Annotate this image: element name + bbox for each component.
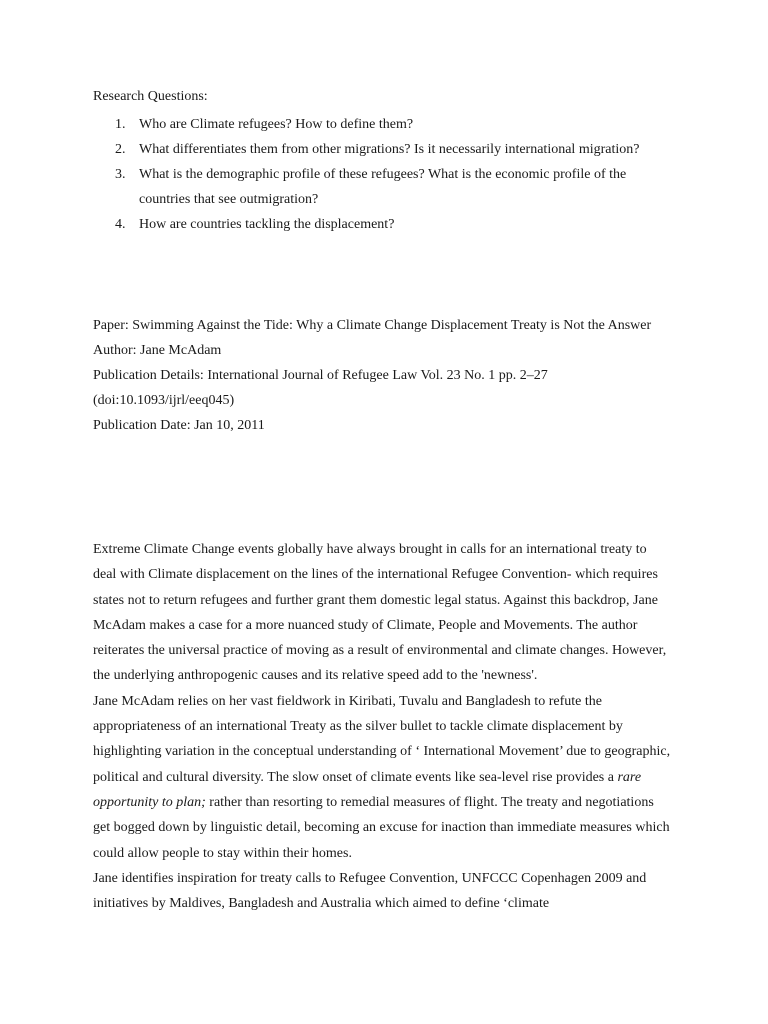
paragraph: Extreme Climate Change events globally have always brought in calls for an international treaty to deal with Climate displacement on the lines of the international Refugee Convention- which requires states not to return refugees and further grant them domestic legal status. Against this backdrop, Jane McAdam makes a case for a more nuanced study of Climate, People and Movements. The author reiterates the universal practice of moving as a result of environmental and climate changes. However, the underlying anthropogenic causes and its relative speed add to the 'newness'. xyxy=(93,542,667,684)
question-text: What differentiates them from other migrations? Is it necessarily international migration? xyxy=(139,142,640,157)
paragraph xyxy=(93,689,673,866)
research-questions-heading: Research Questions: xyxy=(93,89,208,104)
list-number: 2. xyxy=(115,142,126,157)
research-questions-list xyxy=(93,112,673,237)
paper-metadata xyxy=(93,313,673,438)
list-number: 1. xyxy=(115,117,126,132)
paper-author: Author: Jane McAdam xyxy=(93,343,222,358)
list-number: 4. xyxy=(115,217,126,232)
paper-title: Paper: Swimming Against the Tide: Why a Climate Change Displacement Treaty is Not the Answer xyxy=(93,318,652,333)
question-text: What is the demographic profile of these refugees? What is the economic profile of the countries that see outmigration? xyxy=(139,167,627,207)
list-item xyxy=(93,162,673,212)
list-item xyxy=(93,112,673,137)
publication-date: Publication Date: Jan 10, 2011 xyxy=(93,418,265,433)
paragraph-text: rather than resorting to remedial measures of flight. The treaty and negotiations get bogged down by linguistic detail, becoming an excuse for inaction than immediate measures which could allow people to stay within their homes. xyxy=(93,794,670,861)
question-text: How are countries tackling the displacement? xyxy=(139,217,395,232)
emphasized-text: rare opportunity to plan; xyxy=(93,769,642,810)
summary-body xyxy=(93,537,673,916)
list-item xyxy=(93,212,673,237)
paragraph-text: Jane McAdam relies on her vast fieldwork in Kiribati, Tuvalu and Bangladesh to refute the appropriateness of an international Treaty as the silver bullet to tackle climate displacement by highlighting variation in the conceptual understanding of ‘ International Movement’ due to geographic, political and cultural diversity. The slow onset of climate events like sea-level rise provides a xyxy=(93,693,671,785)
list-item xyxy=(93,137,673,162)
list-number: 3. xyxy=(115,167,126,182)
paragraph: Jane identifies inspiration for treaty calls to Refugee Convention, UNFCCC Copenhagen 2009 and initiatives by Maldives, Bangladesh and Australia which aimed to define ‘climate xyxy=(93,870,647,912)
question-text: Who are Climate refugees? How to define them? xyxy=(139,117,414,132)
publication-details: Publication Details: International Journal of Refugee Law Vol. 23 No. 1 pp. 2–27 (doi:10.1093/ijrl/eeq045) xyxy=(93,368,548,408)
